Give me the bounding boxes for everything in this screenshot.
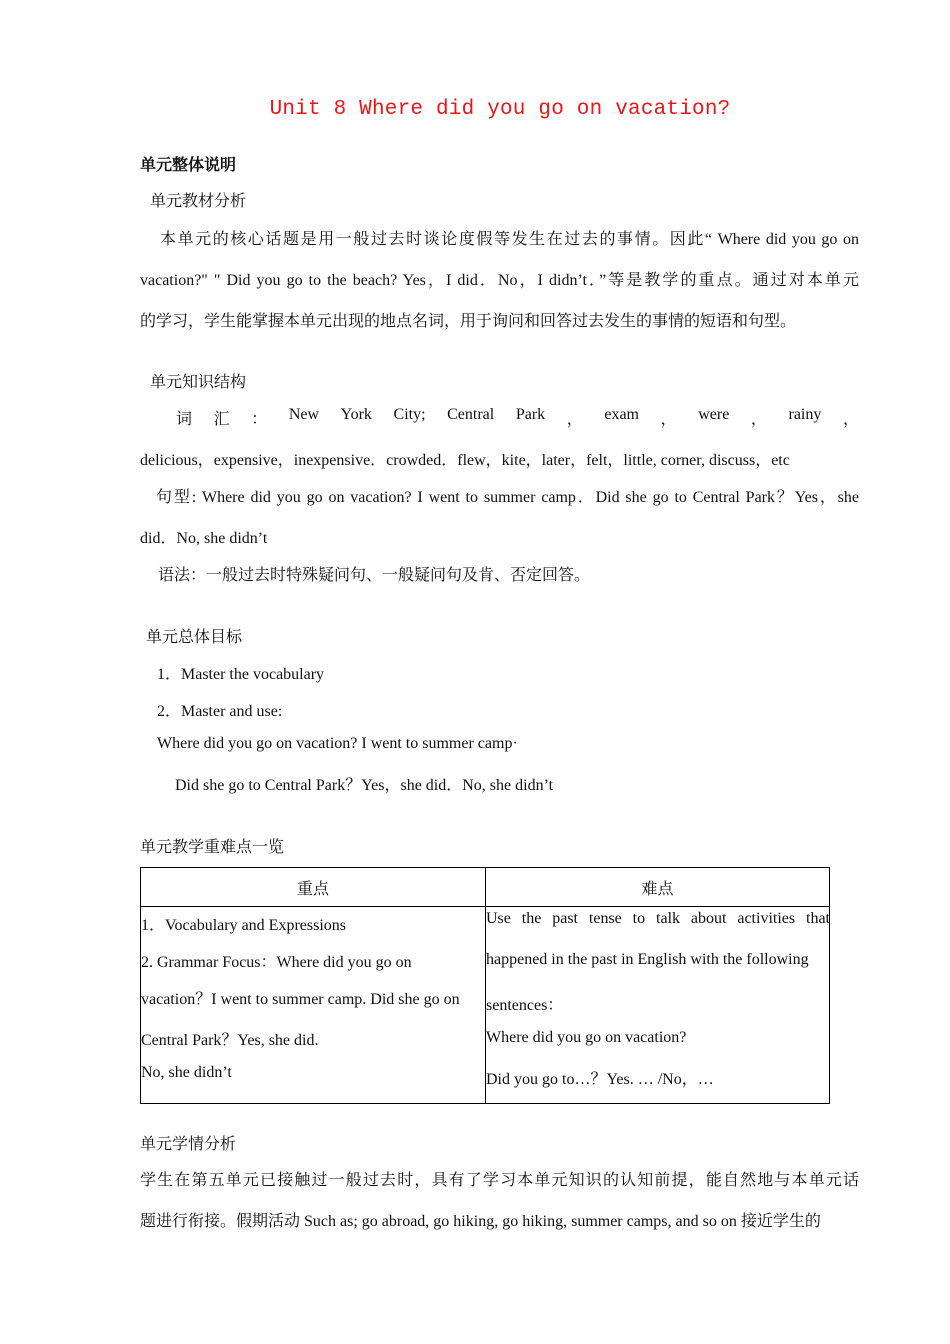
analysis-line: 的学习，学生能掌握本单元出现的地点名词，用于询问和回答过去发生的事情的短语和句型。 xyxy=(140,313,797,330)
key-points-heading: 单元教学重难点一览 xyxy=(140,839,285,856)
overview-heading: 单元整体说明 xyxy=(140,157,237,174)
cell-line: happened in the past in English with the following xyxy=(486,951,809,968)
cell-line: Central Park？Yes, she did. xyxy=(141,1032,319,1049)
vocab-line-2: delicious，expensive，inexpensive．crowded．flew，kite，later，felt，little, corner, discuss，etc xyxy=(140,452,790,469)
goal-item: 2．Master and use: xyxy=(157,703,283,720)
goal-line: Where did you go on vacation? I went to summer camp· xyxy=(157,735,518,752)
cell-line: Use the past tense to talk about activities that xyxy=(486,910,830,927)
cell-line: No, she didn’t xyxy=(141,1064,232,1081)
header-difficult-points: 难点 xyxy=(486,868,830,907)
vocab-token: exam xyxy=(604,406,639,423)
sentence-line: 句型: Where did you go on vacation? I went to summer camp．Did she go to Central Park？Yes，she xyxy=(156,489,859,506)
sentence-line: did．No, she didn’t xyxy=(140,530,268,547)
vocab-token: ， xyxy=(842,411,859,428)
goals-heading: 单元总体目标 xyxy=(146,629,243,646)
goal-item: 1．Master the vocabulary xyxy=(157,666,325,683)
vocab-token: ， xyxy=(660,411,677,428)
learners-line: 题进行衔接。假期活动 Such as; go abroad, go hiking, go hiking, summer camps, and so on 接近学生的 xyxy=(140,1213,821,1230)
page-title: Unit 8 Where did you go on vacation? xyxy=(269,98,731,121)
vocab-token: ， xyxy=(566,411,583,428)
vocab-token: York xyxy=(340,406,372,423)
cell-line: 1．Vocabulary and Expressions xyxy=(141,917,347,934)
analysis-heading: 单元教材分析 xyxy=(150,193,247,210)
analysis-line: vacation?" " Did you go to the beach? Yes，I did．No，I didn’t．”等是教学的重点。通过对本单元 xyxy=(140,272,859,289)
vocab-token: ： xyxy=(251,411,268,428)
goal-line: Did she go to Central Park？Yes，she did．No, she didn’t xyxy=(175,777,554,794)
structure-heading: 单元知识结构 xyxy=(150,374,247,391)
key-points-table xyxy=(140,867,830,1104)
vocab-token: City; xyxy=(393,406,426,423)
key-points-cell xyxy=(141,907,486,1104)
learners-heading: 单元学情分析 xyxy=(140,1136,237,1153)
vocab-token: 词 xyxy=(176,411,193,428)
analysis-line: 本单元的核心话题是用一般过去时谈论度假等发生在过去的事情。因此“ Where did you go on xyxy=(160,231,859,248)
cell-line: Where did you go on vacation? xyxy=(486,1029,687,1046)
cell-line: Did you go to…？Yes. … /No，… xyxy=(486,1071,714,1088)
vocab-token: Central xyxy=(447,406,495,423)
grammar-line: 语法：一般过去时特殊疑问句、一般疑问句及肯、否定回答。 xyxy=(158,567,591,584)
vocab-token: 汇 xyxy=(213,411,230,428)
cell-line: 2. Grammar Focus：Where did you go on xyxy=(141,954,412,971)
vocab-token: Park xyxy=(515,406,546,423)
vocab-token: were xyxy=(698,406,730,423)
vocab-line xyxy=(176,406,859,429)
vocab-token: New xyxy=(288,406,320,423)
cell-line: vacation？I went to summer camp. Did she go on xyxy=(141,991,460,1008)
cell-line: sentences： xyxy=(486,997,564,1014)
vocab-token: rainy xyxy=(788,406,822,423)
difficult-points-cell xyxy=(486,907,830,1104)
vocab-token: ， xyxy=(750,411,767,428)
learners-line: 学生在第五单元已接触过一般过去时，具有了学习本单元知识的认知前提，能自然地与本单元话 xyxy=(140,1172,859,1189)
header-key-points: 重点 xyxy=(141,868,486,907)
